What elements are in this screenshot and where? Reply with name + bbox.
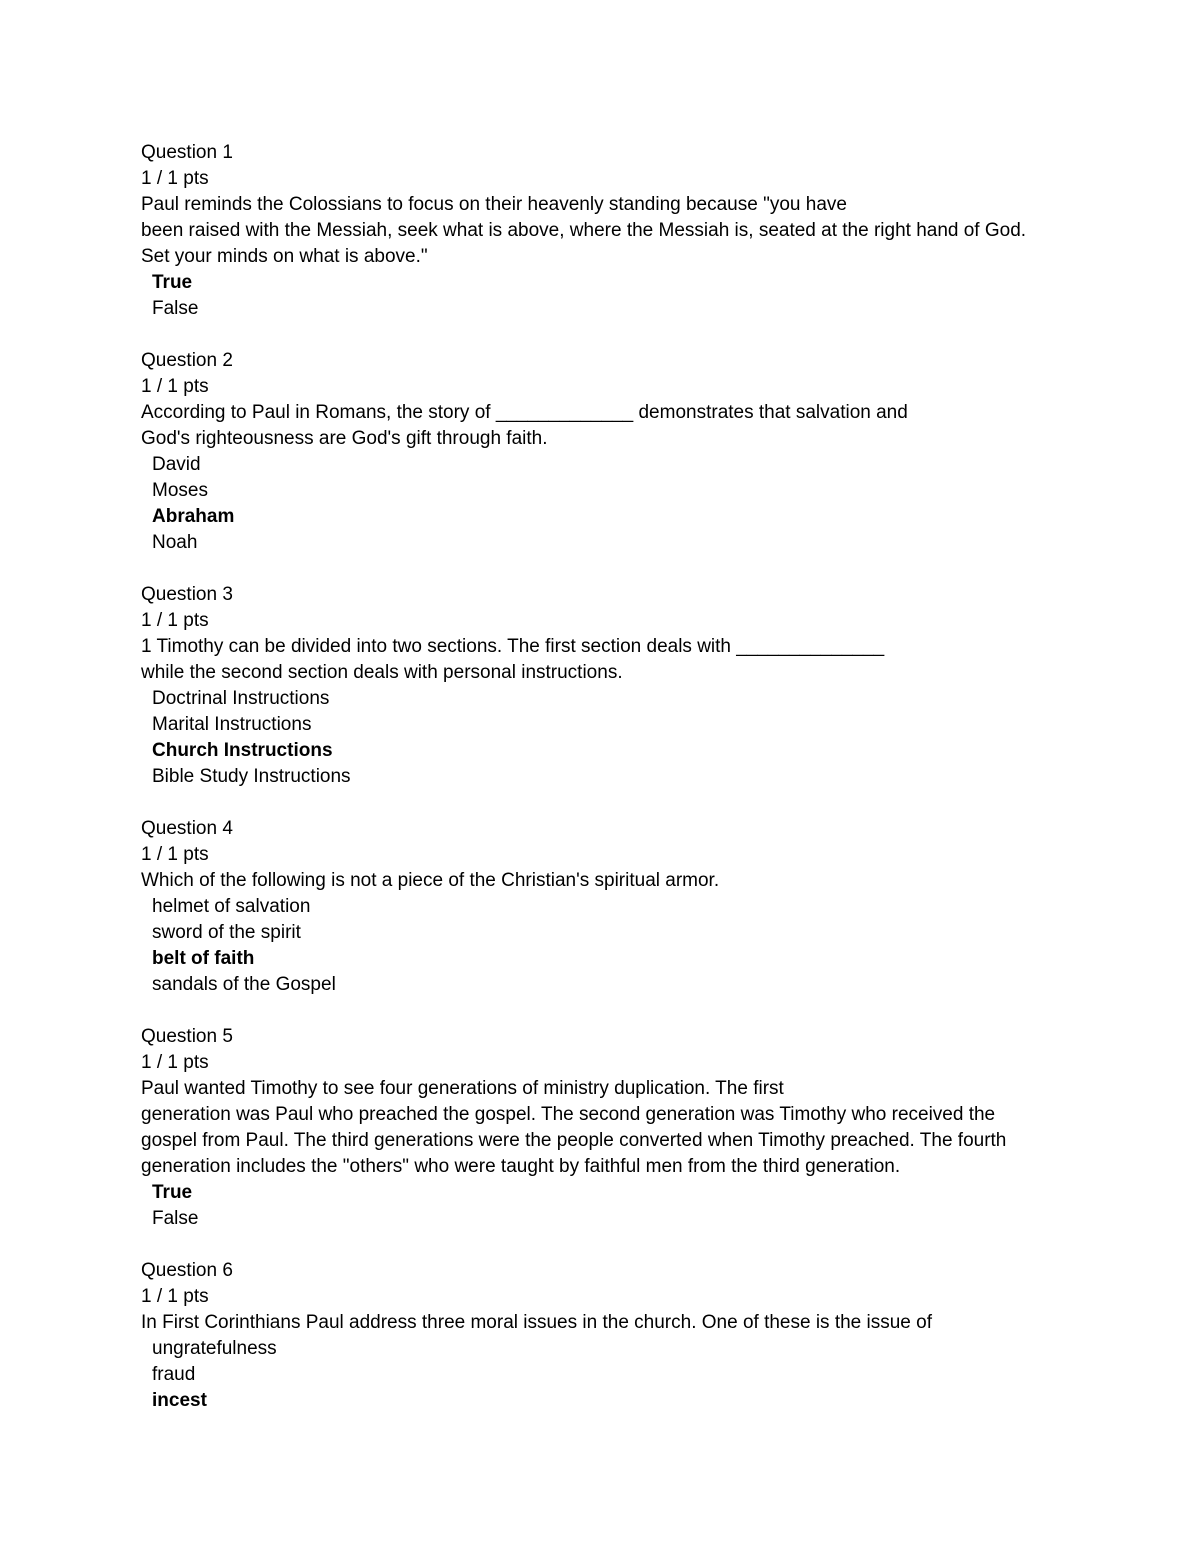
question-block <box>141 816 1101 998</box>
answer-option-selected: Abraham <box>152 506 235 527</box>
question-block <box>141 1258 1101 1414</box>
question-title: Question 6 <box>141 1260 233 1281</box>
question-block <box>141 348 1101 556</box>
answer-option-selected: True <box>152 1182 193 1203</box>
answer-option: sandals of the Gospel <box>152 974 336 995</box>
question-prompt-line: while the second section deals with personal instructions. <box>141 662 623 683</box>
question-block <box>141 582 1101 790</box>
question-prompt-line: Paul reminds the Colossians to focus on their heavenly standing because "you have <box>141 194 847 215</box>
question-prompt-line: 1 Timothy can be divided into two sections. The first section deals with ______________ <box>141 636 885 657</box>
answer-option: False <box>152 1208 199 1229</box>
question-block <box>141 1024 1101 1232</box>
question-points: 1 / 1 pts <box>141 376 209 397</box>
question-title: Question 1 <box>141 142 233 163</box>
answer-option: fraud <box>152 1364 196 1385</box>
question-prompt-line: God's righteousness are God's gift through faith. <box>141 428 548 449</box>
question-title: Question 3 <box>141 584 233 605</box>
question-prompt-line: gospel from Paul. The third generations were the people converted when Timothy preached. The fourth <box>141 1130 1007 1151</box>
question-points: 1 / 1 pts <box>141 168 209 189</box>
quiz-document <box>141 140 1101 1440</box>
answer-option: False <box>152 298 199 319</box>
question-title: Question 4 <box>141 818 233 839</box>
answer-option: Bible Study Instructions <box>152 766 351 787</box>
answer-option-selected: incest <box>152 1390 207 1411</box>
answer-option: Moses <box>152 480 208 501</box>
question-prompt-line: generation was Paul who preached the gospel. The second generation was Timothy who received the <box>141 1104 996 1125</box>
answer-option: ungratefulness <box>152 1338 277 1359</box>
answer-option: helmet of salvation <box>152 896 311 917</box>
answer-option-selected: True <box>152 272 193 293</box>
answer-option: Noah <box>152 532 198 553</box>
question-points: 1 / 1 pts <box>141 844 209 865</box>
answer-option: Marital Instructions <box>152 714 312 735</box>
question-prompt-line: In First Corinthians Paul address three moral issues in the church. One of these is the issue of <box>141 1312 932 1333</box>
question-prompt-line: According to Paul in Romans, the story of _____________ demonstrates that salvation and <box>141 402 908 423</box>
question-block <box>141 140 1101 322</box>
question-points: 1 / 1 pts <box>141 1052 209 1073</box>
question-title: Question 2 <box>141 350 233 371</box>
question-prompt-line: Which of the following is not a piece of the Christian's spiritual armor. <box>141 870 720 891</box>
answer-option: sword of the spirit <box>152 922 301 943</box>
question-prompt-line: been raised with the Messiah, seek what is above, where the Messiah is, seated at the right hand of God. <box>141 220 1027 241</box>
question-title: Question 5 <box>141 1026 233 1047</box>
question-prompt-line: Set your minds on what is above." <box>141 246 428 267</box>
question-points: 1 / 1 pts <box>141 1286 209 1307</box>
answer-option: David <box>152 454 201 475</box>
answer-option-selected: belt of faith <box>152 948 255 969</box>
answer-option: Doctrinal Instructions <box>152 688 330 709</box>
question-prompt-line: generation includes the "others" who were taught by faithful men from the third generation. <box>141 1156 901 1177</box>
question-points: 1 / 1 pts <box>141 610 209 631</box>
answer-option-selected: Church Instructions <box>152 740 333 761</box>
question-prompt-line: Paul wanted Timothy to see four generations of ministry duplication. The first <box>141 1078 784 1099</box>
